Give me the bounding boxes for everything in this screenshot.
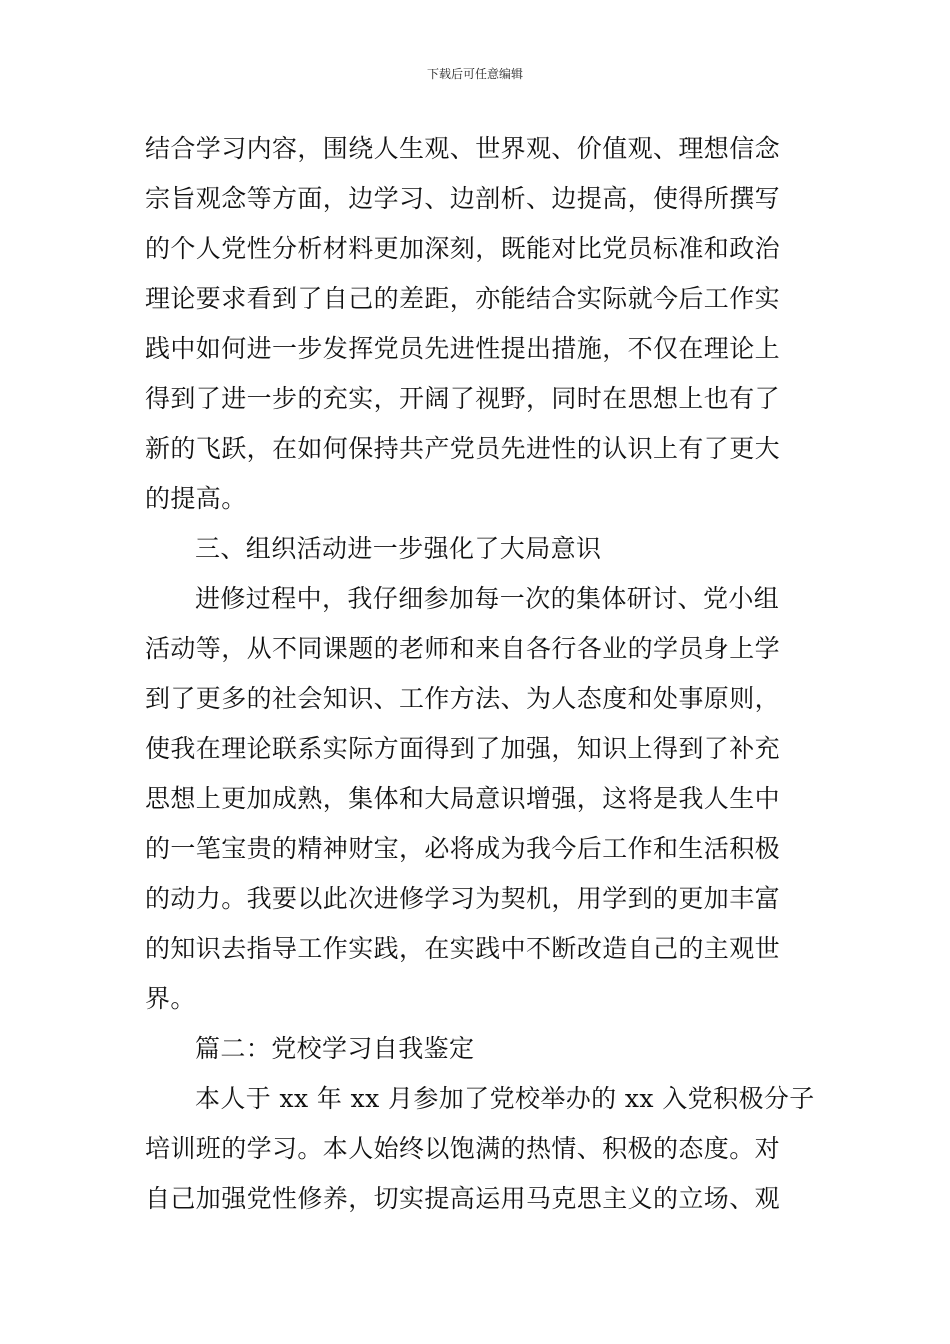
text-line: 的一笔宝贵的精神财宝，必将成为我今后工作和生活积极 [145,834,781,863]
text-line: 界。 [145,984,196,1013]
text-line: 宗旨观念等方面，边学习、边剖析、边提高，使得所撰写 [145,184,781,213]
document-body [145,124,815,1224]
text-line: 活动等，从不同课题的老师和来自各行各业的学员身上学 [145,634,781,663]
text-line: 的个人党性分析材料更加深刻，既能对比党员标准和政治 [145,234,781,263]
text-line: 思想上更加成熟，集体和大局意识增强，这将是我人生中 [145,784,781,813]
text-line: 的提高。 [145,484,247,513]
section-heading: 篇二：党校学习自我鉴定 [195,1034,475,1063]
text-line: 的知识去指导工作实践，在实践中不断改造自己的主观世 [145,934,781,963]
page-header: 下载后可任意编辑 [426,67,523,81]
text-line: 理论要求看到了自己的差距，亦能结合实际就今后工作实 [145,284,781,313]
text-line: 进修过程中，我仔细参加每一次的集体研讨、党小组 [195,584,780,613]
text-line: 自己加强党性修养，切实提高运用马克思主义的立场、观 [145,1184,781,1213]
text-line: 得到了进一步的充实，开阔了视野，同时在思想上也有了 [145,384,781,413]
text-line: 新的飞跃，在如何保持共产党员先进性的认识上有了更大 [145,434,781,463]
text-line: 结合学习内容，围绕人生观、世界观、价值观、理想信念 [145,134,781,163]
text-line: 践中如何进一步发挥党员先进性提出措施，不仅在理论上 [145,334,781,363]
text-line: 的动力。我要以此次进修学习为契机，用学到的更加丰富 [145,884,781,913]
text-line: 本人于 xx 年 xx 月参加了党校举办的 xx 入党积极分子 [195,1084,815,1113]
section-heading: 三、组织活动进一步强化了大局意识 [195,534,602,563]
text-line: 培训班的学习。本人始终以饱满的热情、积极的态度。对 [145,1134,781,1163]
text-line: 到了更多的社会知识、工作方法、为人态度和处事原则， [145,684,781,713]
text-line: 使我在理论联系实际方面得到了加强，知识上得到了补充 [145,734,781,763]
